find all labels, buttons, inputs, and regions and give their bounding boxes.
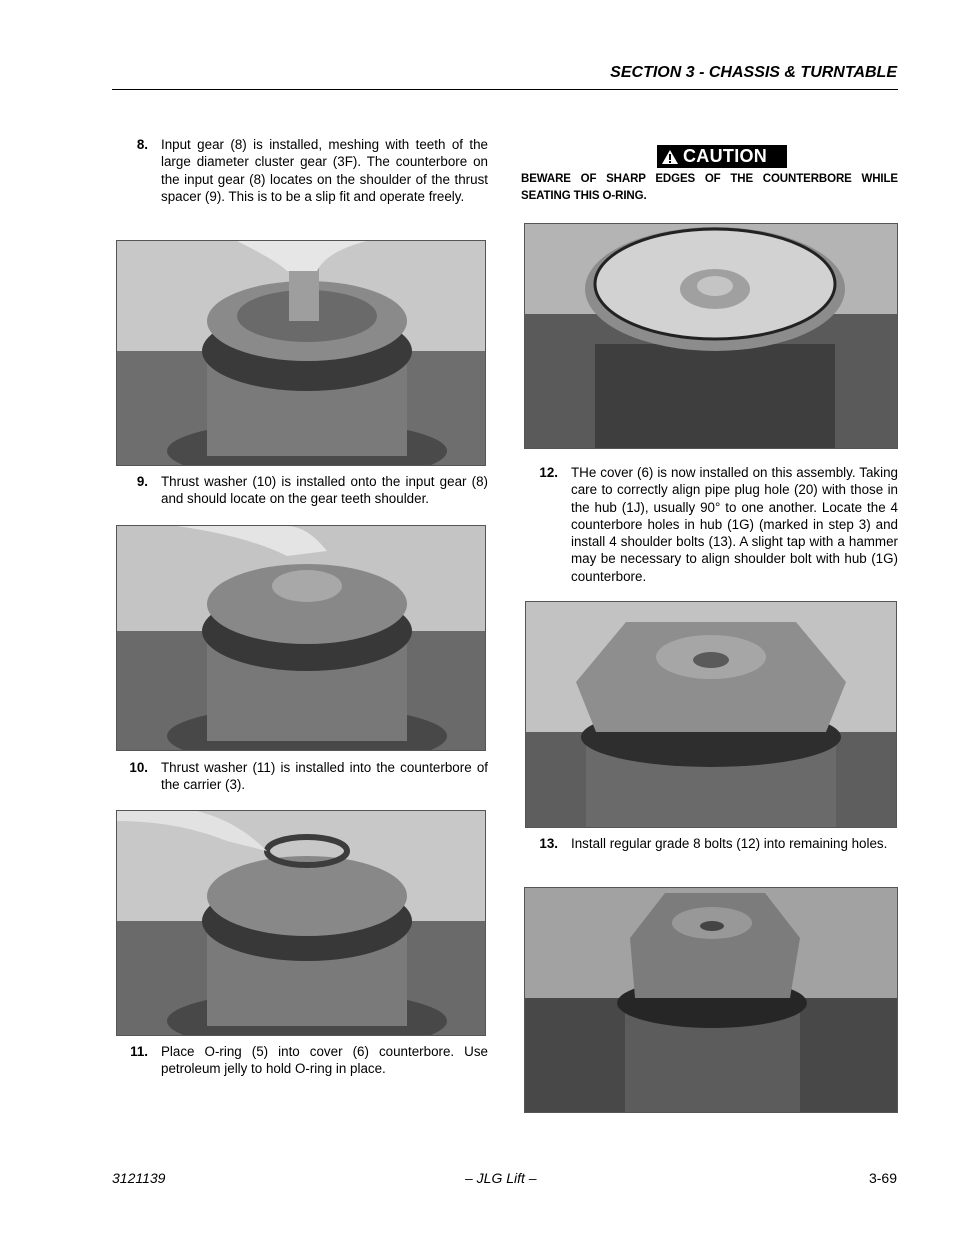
warning-triangle-icon	[657, 145, 683, 168]
photo-shoulder-bolts	[525, 601, 897, 828]
photo-thrust-washer-11	[116, 810, 486, 1036]
step-number: 8.	[136, 137, 148, 152]
photo-input-gear	[116, 240, 486, 466]
step-text: Thrust washer (10) is installed onto the input gear (8) and should locate on the gear teeth shoulder.	[161, 474, 488, 507]
step-number: 13.	[539, 836, 558, 851]
step-number: 12.	[539, 465, 558, 480]
section-title: SECTION 3 - CHASSIS & TURNTABLE	[610, 64, 897, 81]
step-text: Place O-ring (5) into cover (6) counterbore. Use petroleum jelly to hold O-ring in place.	[161, 1044, 488, 1077]
step-number: 10.	[129, 760, 148, 775]
footer-doc-number: 3121139	[112, 1170, 166, 1186]
caution-text: BEWARE OF SHARP EDGES OF THE COUNTERBORE WHILE SEATING THIS O-RING.	[521, 173, 898, 202]
step-text: Thrust washer (11) is installed into the counterbore of the carrier (3).	[161, 760, 488, 793]
caution-label: CAUTION	[683, 146, 768, 166]
caution-banner	[657, 145, 787, 168]
footer-center: – JLG Lift –	[465, 1170, 537, 1186]
photo-grade-8-bolts	[524, 887, 898, 1113]
step-text: THe cover (6) is now installed on this assembly. Taking care to correctly align pipe plug hole (20) with those in the hub (1J), usually 90° to one another. Locate the 4 counterbore holes in hub (1G) (marked in step 3) and install 4 shoulder bolts (13). A slight tap with a hammer may be necessary to align shoulder bolt with hub (1G) counterbore.	[571, 465, 898, 584]
header-rule	[112, 89, 898, 90]
step-text: Input gear (8) is installed, meshing with teeth of the large diameter cluster gear (3F). The counterbore on the input gear (8) locates on the shoulder of the thrust spacer (9). This is to be a slip fit and operate freely.	[161, 137, 488, 204]
step-number: 9.	[136, 474, 148, 489]
photo-thrust-washer-10	[116, 525, 486, 751]
photo-cover-o-ring	[524, 223, 898, 449]
step-text: Install regular grade 8 bolts (12) into remaining holes.	[571, 836, 888, 851]
footer-page-number: 3-69	[868, 1170, 897, 1186]
step-number: 11.	[130, 1044, 148, 1059]
